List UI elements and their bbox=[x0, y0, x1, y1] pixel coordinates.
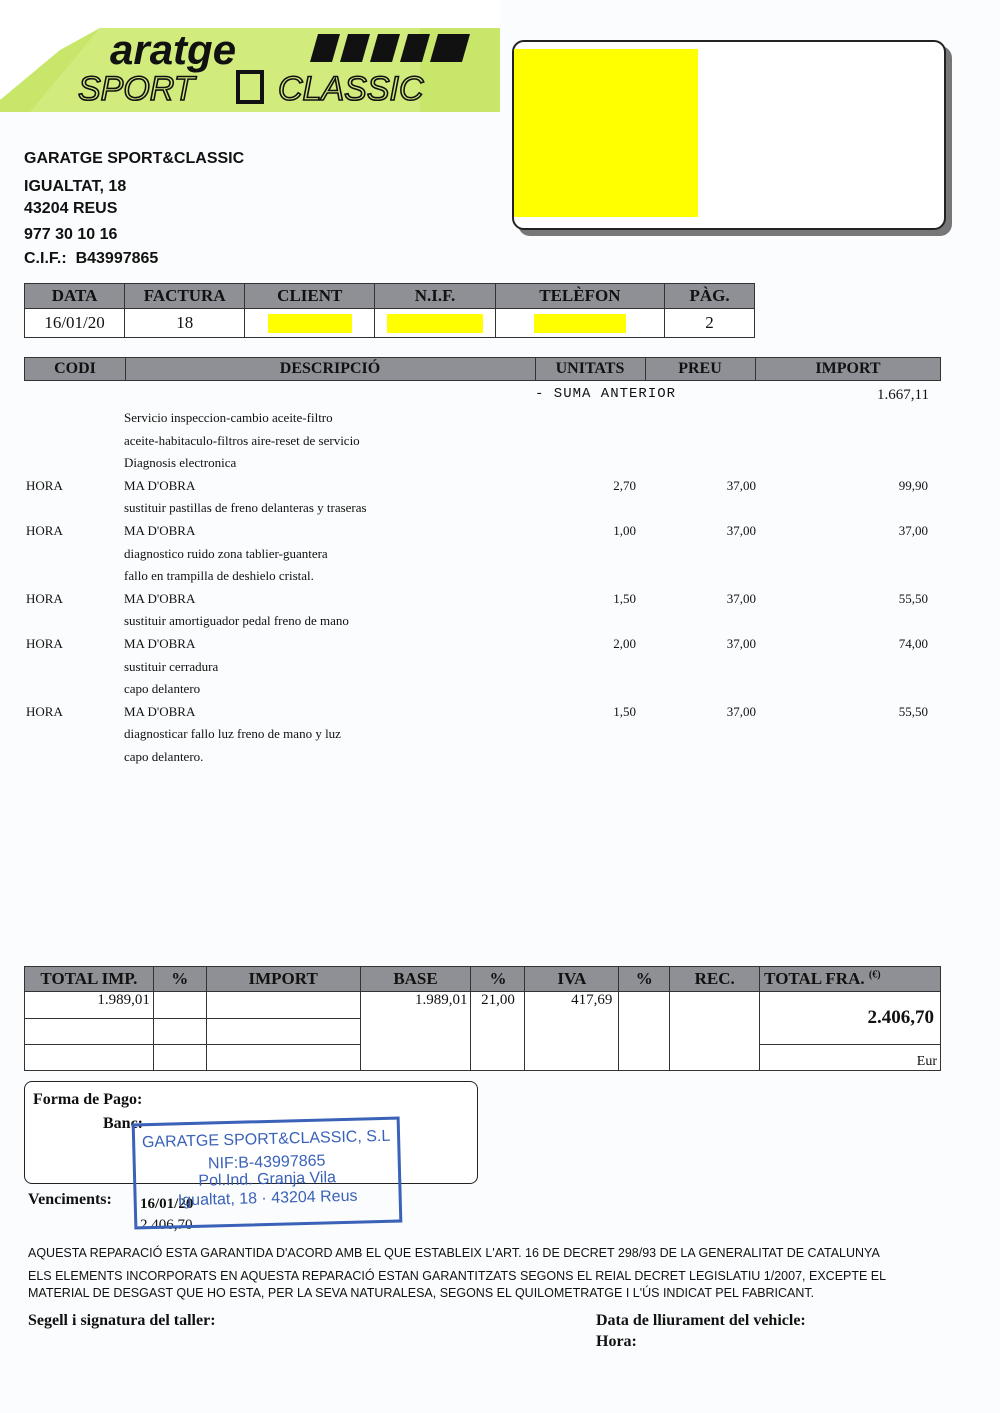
bank-label: Banc: bbox=[103, 1115, 143, 1132]
previous-sum-value: 1.667,11 bbox=[877, 387, 929, 403]
cif-label: C.I.F.: bbox=[24, 250, 67, 267]
line-units: 2,00 bbox=[613, 636, 636, 651]
line-description: capo delantero. bbox=[124, 749, 204, 764]
company-name: GARATGE SPORT&CLASSIC bbox=[24, 150, 245, 167]
addressee-box bbox=[512, 40, 946, 230]
line-amount: 99,90 bbox=[898, 478, 928, 493]
col-import: IMPORT bbox=[206, 967, 360, 992]
lines-header bbox=[24, 357, 941, 381]
col-preu: PREU bbox=[678, 360, 722, 377]
redacted-address bbox=[514, 49, 698, 217]
line-amount: 37,00 bbox=[898, 523, 928, 538]
currency-mark: (€) bbox=[868, 969, 881, 981]
line-description: diagnosticar fallo luz freno de mano y luz bbox=[124, 726, 341, 741]
total-imp-value: 1.989,01 bbox=[25, 992, 154, 1019]
invoice-header-table bbox=[24, 283, 755, 338]
col-total-fra bbox=[760, 967, 941, 992]
line-code: HORA bbox=[26, 704, 63, 719]
line-price: 37,00 bbox=[726, 704, 756, 719]
line-code: HORA bbox=[26, 523, 63, 538]
total-fra-label: TOTAL FRA. bbox=[764, 969, 865, 988]
col-iva: IVA bbox=[525, 967, 619, 992]
line-units: 1,50 bbox=[613, 591, 636, 606]
legal-line3: MATERIAL DE DESGAST QUE HO ESTA, PER LA SEVA NATURALESA, SEGONS EL QUILOMETRATGE I L'ÚS INDICAT PEL FABRICANT. bbox=[28, 1286, 815, 1300]
invoice-number: 18 bbox=[125, 309, 245, 338]
time-label: Hora: bbox=[596, 1333, 637, 1350]
line-amount: 74,00 bbox=[898, 636, 928, 651]
client-cell bbox=[245, 309, 375, 338]
company-cif bbox=[24, 250, 158, 268]
logo-text-classic: CLASSIC bbox=[278, 70, 424, 108]
line-description: sustituir amortiguador pedal freno de mano bbox=[124, 613, 349, 628]
company-stamp bbox=[132, 1117, 403, 1230]
line-description: capo delantero bbox=[124, 681, 201, 696]
col-codi: CODI bbox=[54, 360, 96, 377]
legal-line1: AQUESTA REPARACIÓ ESTA GARANTIDA D'ACORD AMB EL QUE ESTABLEIX L'ART. 16 DE DECRET 298/93 DE LA GENERALITAT DE CATALUNYA bbox=[28, 1246, 880, 1260]
col-base: BASE bbox=[360, 967, 471, 992]
col-client: CLIENT bbox=[245, 284, 375, 309]
line-units: 2,70 bbox=[613, 478, 636, 493]
stamp-line2: NIF:B-43997865 bbox=[207, 1152, 326, 1173]
col-telefon: TELÈFON bbox=[495, 284, 664, 309]
line-description: fallo en trampilla de deshielo cristal. bbox=[124, 568, 314, 583]
col-pct3: % bbox=[619, 967, 670, 992]
col-unitats: UNITATS bbox=[555, 360, 625, 377]
line-amount: 55,50 bbox=[898, 591, 928, 606]
line-description: Diagnosis electronica bbox=[124, 455, 237, 470]
page-number: 2 bbox=[665, 309, 755, 338]
line-description: aceite-habitaculo-filtros aire-reset de servicio bbox=[124, 433, 360, 448]
base-value: 1.989,01 bbox=[360, 992, 471, 1071]
line-description: diagnostico ruido zona tablier-guantera bbox=[124, 546, 328, 561]
line-amount: 55,50 bbox=[898, 704, 928, 719]
col-pct2: % bbox=[471, 967, 525, 992]
due-date: 16/01/20 bbox=[140, 1196, 194, 1212]
phone-cell bbox=[495, 309, 664, 338]
col-total-imp: TOTAL IMP. bbox=[25, 967, 154, 992]
line-units: 1,50 bbox=[613, 704, 636, 719]
line-code: HORA bbox=[26, 636, 63, 651]
line-price: 37,00 bbox=[726, 478, 756, 493]
delivery-label: Data de lliurament del vehicle: bbox=[596, 1312, 806, 1329]
company-street: IGUALTAT, 18 bbox=[24, 178, 127, 195]
col-pct1: % bbox=[153, 967, 206, 992]
line-description: MA D'OBRA bbox=[124, 478, 196, 493]
line-description: Servicio inspeccion-cambio aceite-filtro bbox=[124, 410, 333, 425]
line-price: 37,00 bbox=[726, 591, 756, 606]
line-price: 37,00 bbox=[726, 523, 756, 538]
stamp-line1: GARATGE SPORT&CLASSIC, S.L bbox=[141, 1127, 391, 1152]
line-description: MA D'OBRA bbox=[124, 704, 196, 719]
garage-logo bbox=[0, 0, 500, 112]
line-description: sustituir pastillas de freno delanteras y traseras bbox=[124, 500, 367, 515]
line-code: HORA bbox=[26, 591, 63, 606]
col-rec: REC. bbox=[670, 967, 760, 992]
iva-pct-value: 21,00 bbox=[471, 992, 525, 1071]
line-code: HORA bbox=[26, 478, 63, 493]
currency-value: Eur bbox=[760, 1045, 941, 1071]
col-import: IMPORT bbox=[815, 360, 881, 377]
stamp-line4: Igualtat, 18 · 43204 Reus bbox=[177, 1187, 358, 1210]
line-price: 37,00 bbox=[726, 636, 756, 651]
nif-cell bbox=[375, 309, 495, 338]
iva-value: 417,69 bbox=[525, 992, 619, 1071]
seal-label: Segell i signatura del taller: bbox=[28, 1312, 216, 1329]
line-description: MA D'OBRA bbox=[124, 591, 196, 606]
payment-label: Forma de Pago: bbox=[33, 1091, 143, 1108]
totals-table bbox=[24, 966, 941, 1071]
col-data: DATA bbox=[25, 284, 125, 309]
redacted-nif bbox=[387, 314, 483, 333]
total-value: 2.406,70 bbox=[760, 992, 941, 1045]
col-pag: PÀG. bbox=[665, 284, 755, 309]
invoice-date: 16/01/20 bbox=[25, 309, 125, 338]
col-factura: FACTURA bbox=[125, 284, 245, 309]
logo-text-aratge: aratge bbox=[110, 26, 237, 73]
redacted-client bbox=[268, 314, 352, 333]
company-city: 43204 REUS bbox=[24, 200, 118, 217]
line-description: sustituir cerradura bbox=[124, 659, 219, 674]
cif-value: B43997865 bbox=[75, 250, 159, 267]
redacted-phone bbox=[534, 314, 626, 333]
line-description: MA D'OBRA bbox=[124, 636, 196, 651]
col-nif: N.I.F. bbox=[375, 284, 495, 309]
due-label: Venciments: bbox=[28, 1191, 112, 1208]
col-descripcio: DESCRIPCIÓ bbox=[279, 360, 381, 377]
due-amount: 2.406,70 bbox=[140, 1217, 193, 1233]
previous-sum-label: - SUMA ANTERIOR bbox=[535, 386, 677, 402]
legal-line2: ELS ELEMENTS INCORPORATS EN AQUESTA REPARACIÓ ESTAN GARANTITZATS SEGONS EL REIAL DECRET LEGISLATIU 1/2007, EXCEPTE EL bbox=[28, 1269, 887, 1283]
line-units: 1,00 bbox=[613, 523, 636, 538]
stamp-line3: Pol.Ind. Granja Vila bbox=[198, 1169, 337, 1190]
logo-text-sport: SPORT bbox=[78, 70, 195, 108]
line-description: MA D'OBRA bbox=[124, 523, 196, 538]
company-phone: 977 30 10 16 bbox=[24, 226, 118, 243]
